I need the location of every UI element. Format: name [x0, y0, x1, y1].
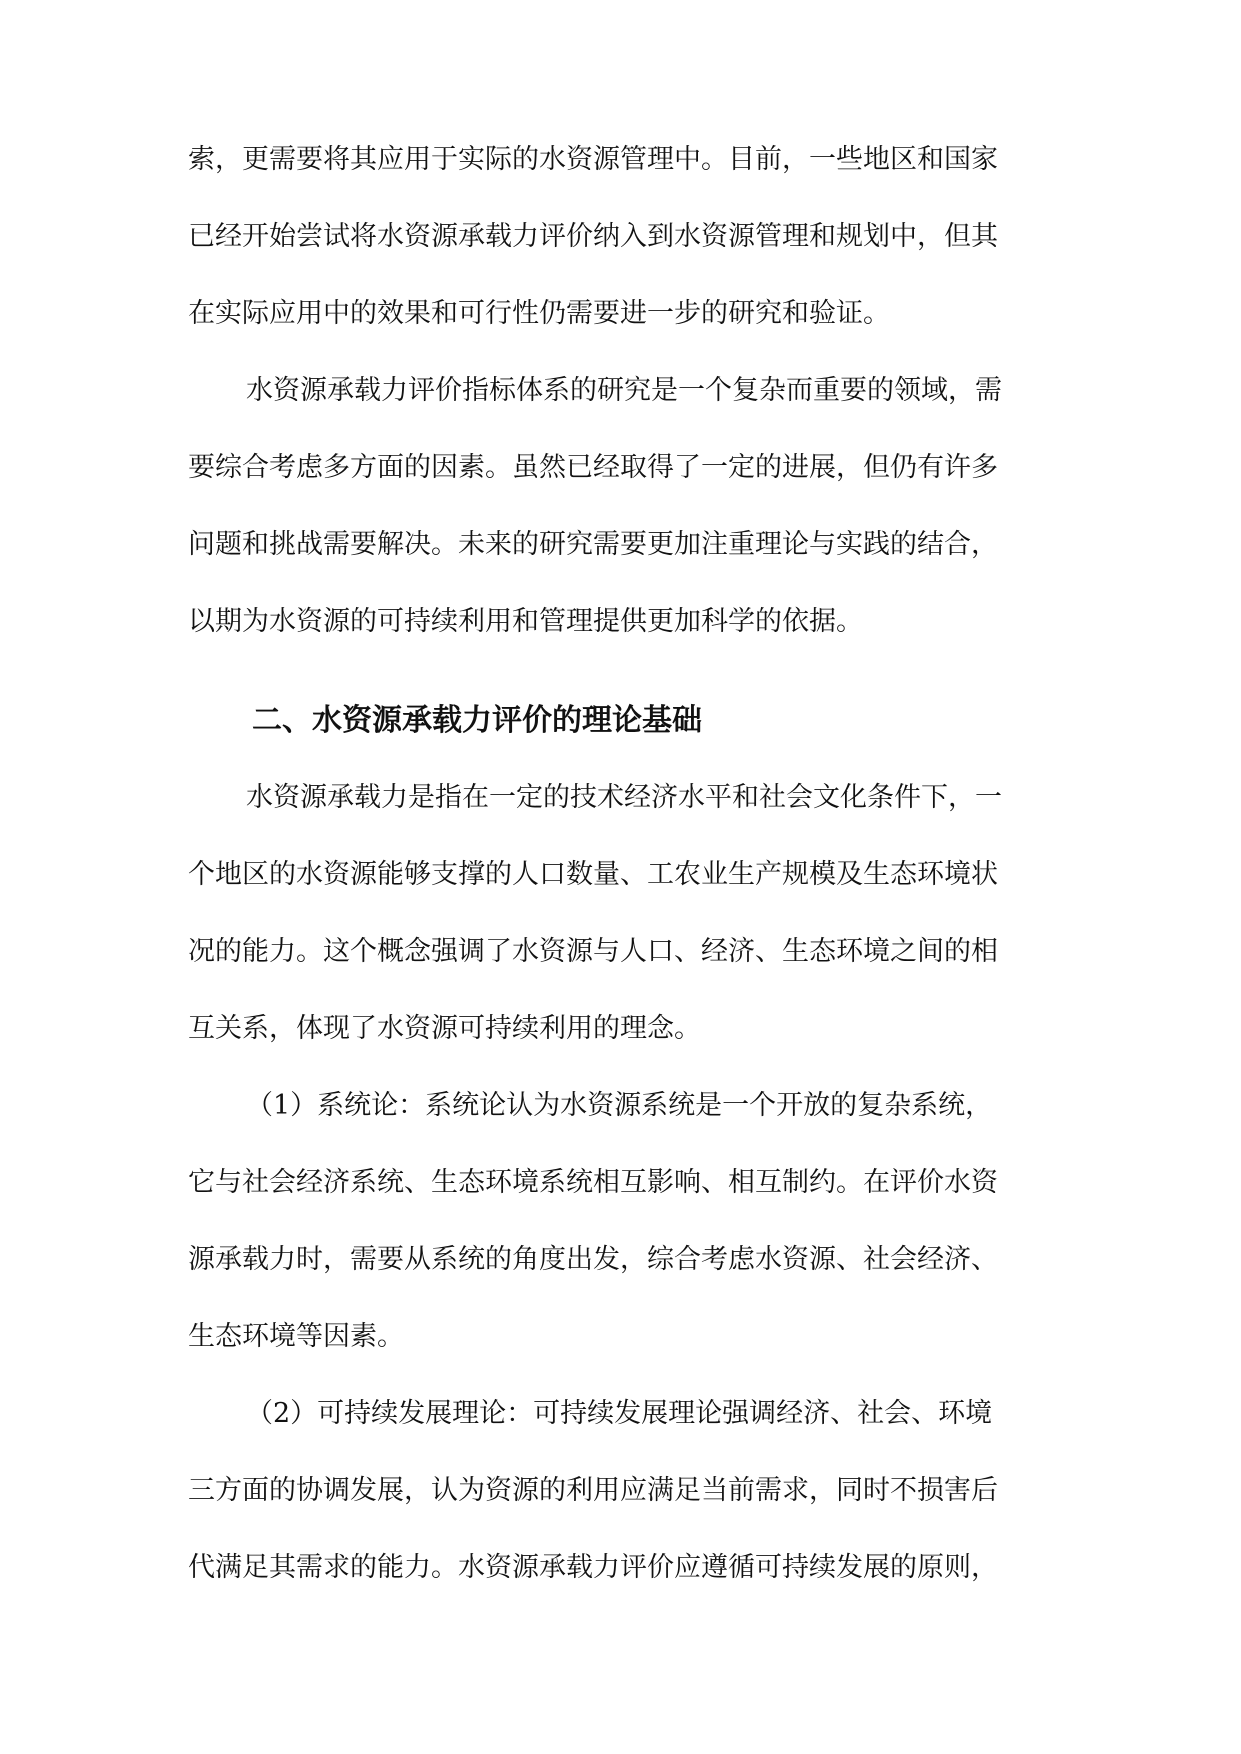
text-line: 个地区的水资源能够支撑的人口数量、工农业生产规模及生态环境状: [188, 859, 998, 890]
text-line: 已经开始尝试将水资源承载力评价纳入到水资源管理和规划中，但其: [188, 221, 998, 252]
document-body: [188, 140, 1058, 1625]
text-line: 况的能力。这个概念强调了水资源与人口、经济、生态环境之间的相: [188, 936, 998, 967]
text-line: 以期为水资源的可持续利用和管理提供更加科学的依据。: [188, 606, 863, 637]
text-line: （1）系统论：系统论认为水资源系统是一个开放的复杂系统，: [246, 1090, 993, 1121]
text-line: 水资源承载力是指在一定的技术经济水平和社会文化条件下，一: [246, 782, 1002, 813]
paragraph: [188, 1086, 1058, 1394]
text-line: 在实际应用中的效果和可行性仍需要进一步的研究和验证。: [188, 298, 890, 329]
text-line: 生态环境等因素。: [188, 1321, 404, 1352]
text-line: 它与社会经济系统、生态环境系统相互影响、相互制约。在评价水资: [188, 1167, 998, 1198]
paragraph: [188, 778, 1058, 1086]
text-line: 代满足其需求的能力。水资源承载力评价应遵循可持续发展的原则，: [188, 1552, 998, 1583]
text-line: （2）可持续发展理论：可持续发展理论强调经济、社会、环境: [246, 1398, 993, 1429]
text-line: 互关系，体现了水资源可持续利用的理念。: [188, 1013, 701, 1044]
text-line: 要综合考虑多方面的因素。虽然已经取得了一定的进展，但仍有许多: [188, 452, 998, 483]
paragraph: [188, 140, 1058, 371]
text-line: 水资源承载力评价指标体系的研究是一个复杂而重要的领域，需: [246, 375, 1002, 406]
text-line: 索，更需要将其应用于实际的水资源管理中。目前，一些地区和国家: [188, 144, 998, 175]
text-line: 三方面的协调发展，认为资源的利用应满足当前需求，同时不损害后: [188, 1475, 998, 1506]
text-line: 源承载力时，需要从系统的角度出发，综合考虑水资源、社会经济、: [188, 1244, 998, 1275]
spacer: [188, 679, 1058, 701]
text-line: 问题和挑战需要解决。未来的研究需要更加注重理论与实践的结合，: [188, 529, 998, 560]
section-heading: 二、水资源承载力评价的理论基础: [252, 703, 702, 738]
paragraph: [188, 1394, 1058, 1625]
paragraph: [188, 371, 1058, 679]
